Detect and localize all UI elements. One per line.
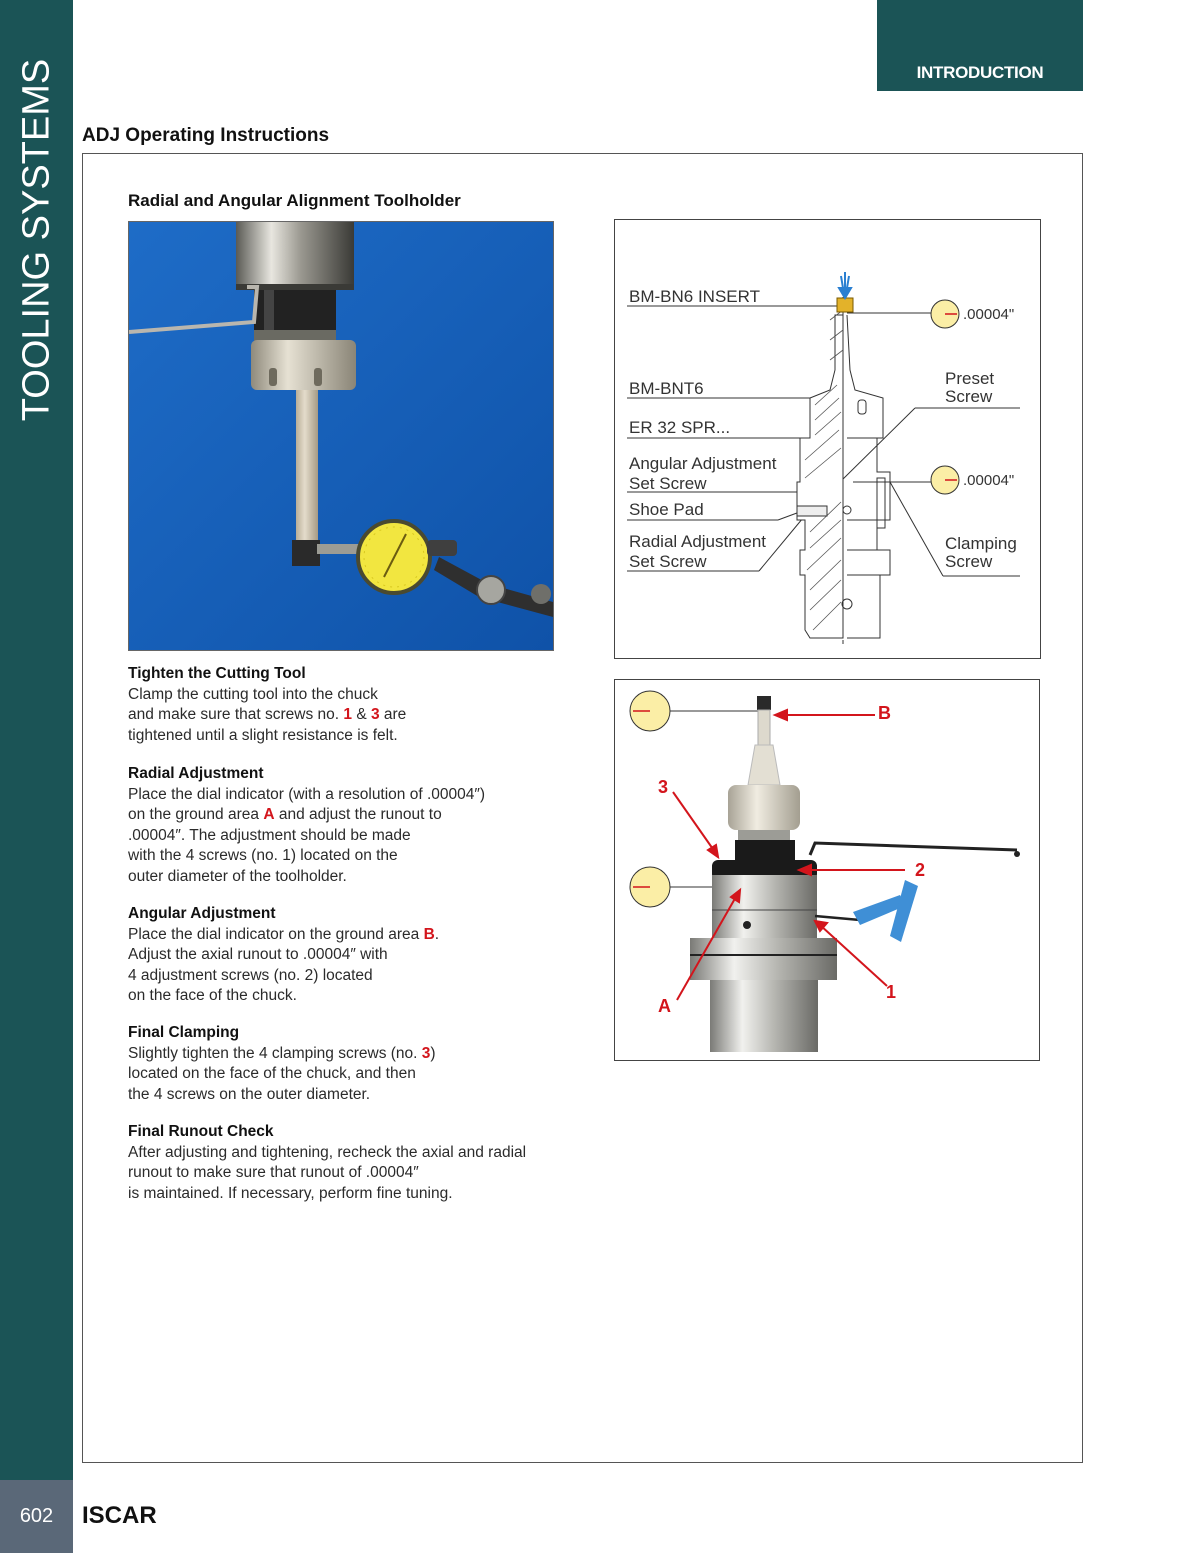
section-line: tightened until a slight resistance is felt. <box>128 726 398 744</box>
label-runout-top: .00004" <box>963 306 1015 323</box>
section-line: on the ground area A and adjust the runout to <box>128 806 442 823</box>
label-runout-mid: .00004" <box>963 472 1015 489</box>
section-line: Slightly tighten the 4 clamping screws (no. 3) <box>128 1044 436 1062</box>
section-heading: Final Runout Check <box>128 1123 274 1140</box>
section-line: on the face of the chuck. <box>128 987 297 1004</box>
section-heading: Radial Adjustment <box>128 765 264 782</box>
screw-ref-1: 1 <box>343 706 353 723</box>
label-angular-adjustment-set-screw: Angular Adjustment <box>629 454 777 473</box>
photo-chuck-callouts <box>614 679 1040 1061</box>
screw-ref-3: 3 <box>370 706 380 723</box>
area-ref-b: B <box>423 925 435 943</box>
sidebar-band <box>0 0 73 1480</box>
section-line: Clamp the cutting tool into the chuck <box>128 685 378 703</box>
label-clamping-line2: Screw <box>945 552 993 571</box>
callout-3: 3 <box>658 777 669 797</box>
section-heading: Angular Adjustment <box>128 905 276 922</box>
section-line: 4 adjustment screws (no. 2) located <box>128 966 373 984</box>
section-line: .00004″. The adjustment should be made <box>128 826 411 844</box>
section-final-clamping <box>128 1023 568 1105</box>
section-angular-adjustment <box>128 904 568 1007</box>
area-ref-a: A <box>263 806 275 823</box>
page-subtitle: Radial and Angular Alignment Toolholder <box>128 191 461 210</box>
section-line: outer diameter of the toolholder. <box>128 867 347 885</box>
dial-indicator-icon <box>630 867 670 907</box>
section-line: is maintained. If necessary, perform fine tuning. <box>128 1184 453 1202</box>
section-heading: Tighten the Cutting Tool <box>128 665 306 682</box>
callout-b: B <box>878 703 891 723</box>
section-line: After adjusting and tightening, recheck the axial and radial <box>128 1143 527 1161</box>
section-line: runout to make sure that runout of .00004″ <box>128 1164 419 1181</box>
callout-a: A <box>658 996 671 1016</box>
page-number-box <box>0 1480 73 1553</box>
screw-ref-3: 3 <box>421 1044 431 1062</box>
label-radial-line2: Set Screw <box>629 552 707 571</box>
dial-indicator-icon <box>931 300 959 328</box>
cross-section-drawing <box>615 220 1040 658</box>
label-bm-bn6-insert: BM-BN6 INSERT <box>629 287 760 306</box>
page-title: ADJ Operating Instructions <box>82 125 330 146</box>
section-final-runout-check <box>128 1122 588 1204</box>
callout-1: 1 <box>886 982 897 1002</box>
label-er32-spr: ER 32 SPR... <box>629 418 731 437</box>
label-radial-adjustment-set-screw: Radial Adjustment <box>629 532 767 551</box>
section-line: Adjust the axial runout to .00004″ with <box>128 946 388 963</box>
label-clamping-screw: Clamping <box>945 534 1017 553</box>
section-radial-adjustment <box>128 764 568 887</box>
cross-section-diagram <box>614 219 1041 659</box>
section-tab-introduction <box>877 0 1083 91</box>
section-line: the 4 screws on the outer diameter. <box>128 1085 371 1103</box>
section-line: with the 4 screws (no. 1) located on the <box>128 847 398 864</box>
section-heading: Final Clamping <box>128 1024 240 1041</box>
callout-2: 2 <box>915 860 926 880</box>
label-preset-screw-line2: Screw <box>945 387 993 406</box>
label-shoe-pad: Shoe Pad <box>629 500 704 519</box>
sidebar-section-label <box>0 0 73 420</box>
label-preset-screw: Preset <box>945 369 995 388</box>
page-number: 602 <box>19 1505 54 1527</box>
section-line: and make sure that screws no. 1 & 3 are <box>128 706 407 723</box>
section-tab-label: INTRODUCTION <box>916 63 1044 82</box>
label-angular-line2: Set Screw <box>629 474 707 493</box>
section-line: Place the dial indicator (with a resolution of .00004″) <box>128 785 486 803</box>
chuck-photo-illustration <box>615 680 1039 1060</box>
section-tighten-cutting-tool <box>128 664 568 746</box>
toolholder-photo-illustration <box>129 222 553 650</box>
section-line: located on the face of the chuck, and then <box>128 1065 416 1082</box>
dial-indicator-icon <box>931 466 959 494</box>
brand-logo: ISCAR <box>82 1502 157 1529</box>
section-line: Place the dial indicator on the ground area B. <box>128 925 440 943</box>
dial-indicator-icon <box>630 691 670 731</box>
label-bm-bnt6: BM-BNT6 <box>629 379 704 398</box>
sidebar-label-text: TOOLING SYSTEMS <box>15 58 58 422</box>
photo-toolholder-dial-indicator <box>128 221 554 651</box>
